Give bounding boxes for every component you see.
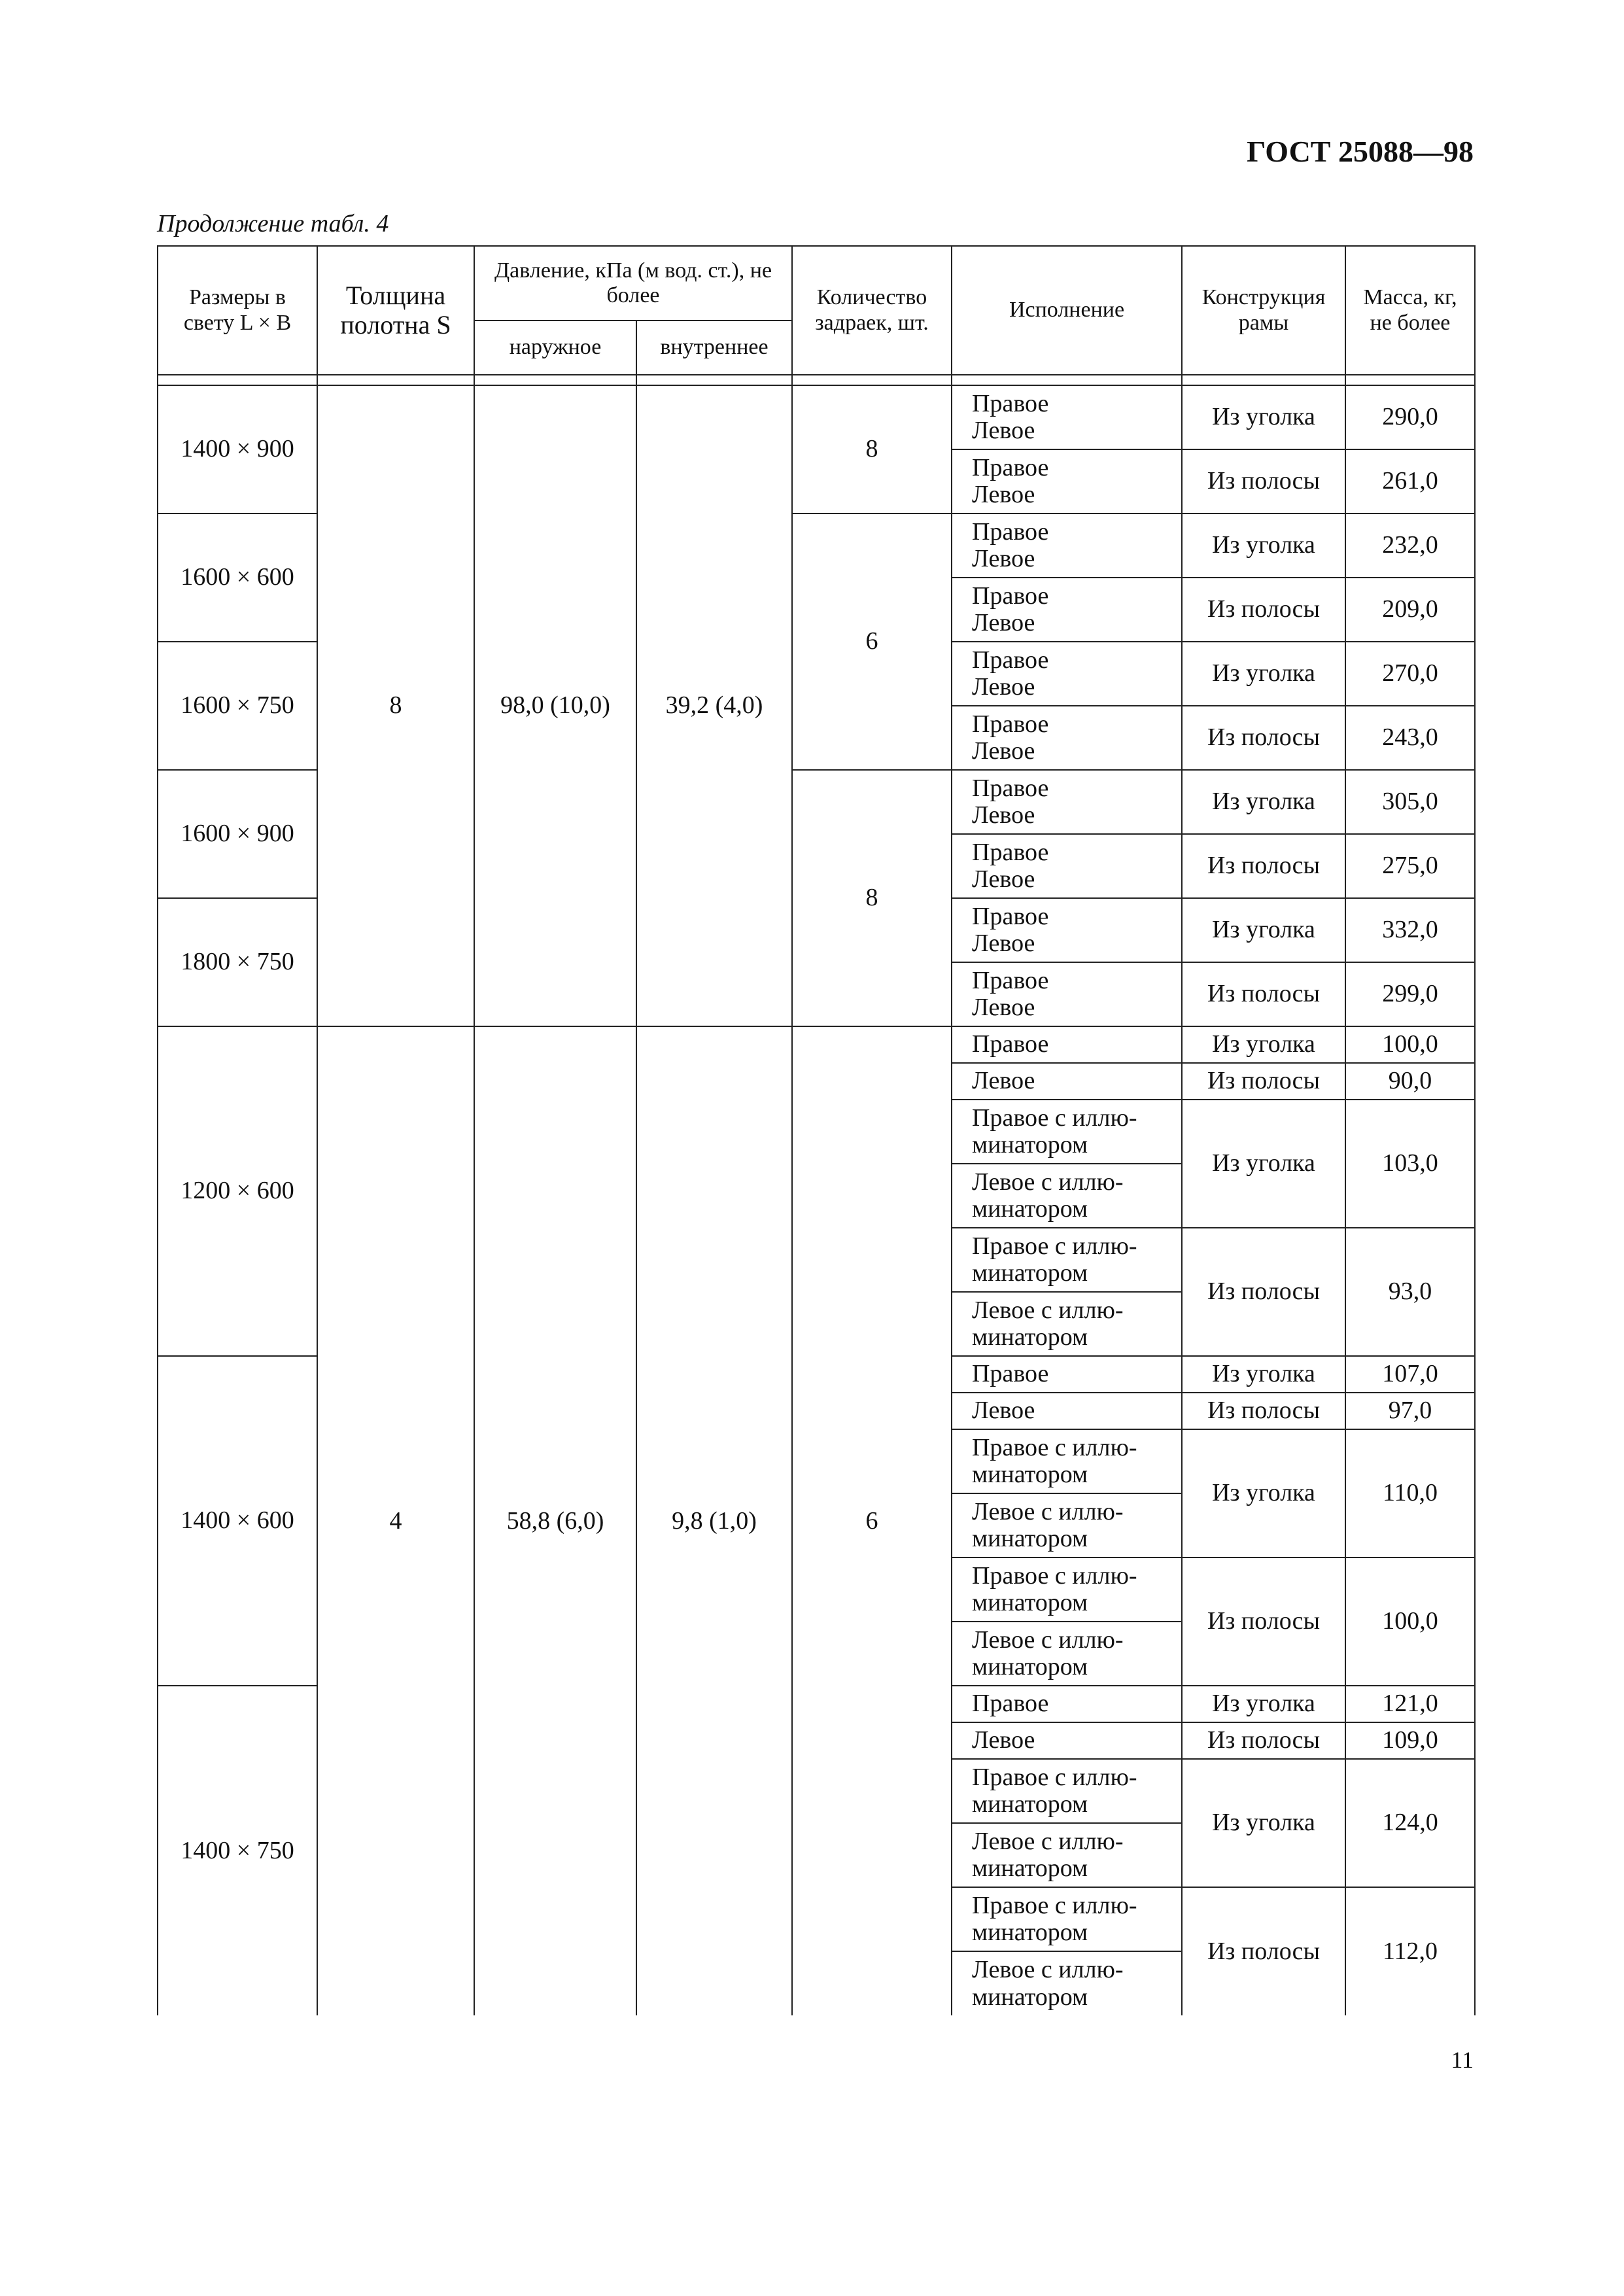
execution-cell: Левое с иллю- минатором [952, 1493, 1182, 1557]
frame-cell: Из полосы [1182, 1722, 1345, 1759]
header-latches: Количество задраек, шт. [792, 246, 952, 375]
mass-cell: 290,0 [1345, 385, 1475, 449]
frame-cell: Из полосы [1182, 1557, 1345, 1686]
latches-cell: 8 [792, 770, 952, 1026]
execution-cell: Левое [952, 1722, 1182, 1759]
frame-cell: Из полосы [1182, 962, 1345, 1026]
size-cell: 1200 × 600 [158, 1026, 317, 1356]
outer-pressure-cell: 98,0 (10,0) [474, 385, 636, 1026]
inner-pressure-cell: 9,8 (1,0) [636, 1026, 792, 2015]
execution-cell: Правое Левое [952, 449, 1182, 513]
header-pressure: Давление, кПа (м вод. ст.), не более [474, 246, 792, 321]
execution-cell: Правое Левое [952, 513, 1182, 578]
frame-cell: Из уголка [1182, 1100, 1345, 1228]
frame-cell: Из уголка [1182, 1759, 1345, 1887]
header-inner: внутреннее [636, 321, 792, 375]
table-row [158, 1026, 1475, 1063]
latches-cell: 6 [792, 513, 952, 770]
frame-cell: Из полосы [1182, 834, 1345, 898]
execution-cell: Правое с иллю- минатором [952, 1100, 1182, 1164]
mass-cell: 209,0 [1345, 578, 1475, 642]
execution-cell: Правое с иллю- минатором [952, 1887, 1182, 1951]
outer-pressure-cell: 58,8 (6,0) [474, 1026, 636, 2015]
mass-cell: 332,0 [1345, 898, 1475, 962]
frame-cell: Из уголка [1182, 1356, 1345, 1393]
latches-cell: 6 [792, 1026, 952, 2015]
doc-code: ГОСТ 25088—98 [1247, 135, 1474, 168]
mass-cell: 97,0 [1345, 1393, 1475, 1429]
inner-pressure-cell: 39,2 (4,0) [636, 385, 792, 1026]
mass-cell: 243,0 [1345, 706, 1475, 770]
execution-cell: Левое с иллю- минатором [952, 1622, 1182, 1686]
execution-cell: Правое Левое [952, 642, 1182, 706]
mass-cell: 275,0 [1345, 834, 1475, 898]
thickness-cell: 8 [317, 385, 474, 1026]
execution-cell: Правое [952, 1356, 1182, 1393]
frame-cell: Из уголка [1182, 1429, 1345, 1557]
execution-cell: Правое Левое [952, 770, 1182, 834]
execution-cell: Правое с иллю- минатором [952, 1228, 1182, 1292]
header-thickness: Толщина полотна S [317, 246, 474, 375]
mass-cell: 232,0 [1345, 513, 1475, 578]
size-cell: 1400 × 900 [158, 385, 317, 513]
size-cell: 1600 × 750 [158, 642, 317, 770]
execution-cell: Правое Левое [952, 898, 1182, 962]
mass-cell: 103,0 [1345, 1100, 1475, 1228]
thickness-cell: 4 [317, 1026, 474, 2015]
execution-cell: Правое Левое [952, 706, 1182, 770]
latches-cell: 8 [792, 385, 952, 513]
mass-cell: 90,0 [1345, 1063, 1475, 1100]
execution-cell: Правое Левое [952, 578, 1182, 642]
frame-cell: Из полосы [1182, 1228, 1345, 1356]
execution-cell: Правое Левое [952, 962, 1182, 1026]
frame-cell: Из уголка [1182, 1026, 1345, 1063]
size-cell: 1800 × 750 [158, 898, 317, 1026]
header-size: Размеры в свету L × B [158, 246, 317, 375]
mass-cell: 100,0 [1345, 1026, 1475, 1063]
execution-cell: Левое [952, 1393, 1182, 1429]
frame-cell: Из полосы [1182, 449, 1345, 513]
mass-cell: 261,0 [1345, 449, 1475, 513]
execution-cell: Левое с иллю- минатором [952, 1164, 1182, 1228]
frame-cell: Из полосы [1182, 1063, 1345, 1100]
frame-cell: Из уголка [1182, 1686, 1345, 1722]
mass-cell: 93,0 [1345, 1228, 1475, 1356]
execution-cell: Правое [952, 1686, 1182, 1722]
frame-cell: Из уголка [1182, 642, 1345, 706]
frame-cell: Из уголка [1182, 513, 1345, 578]
execution-cell: Правое с иллю- минатором [952, 1557, 1182, 1622]
frame-cell: Из уголка [1182, 385, 1345, 449]
mass-cell: 112,0 [1345, 1887, 1475, 2015]
execution-cell: Правое с иллю- минатором [952, 1429, 1182, 1493]
header-frame: Конструкция рамы [1182, 246, 1345, 375]
mass-cell: 124,0 [1345, 1759, 1475, 1887]
table-row [158, 385, 1475, 449]
execution-cell: Левое с иллю- минатором [952, 1292, 1182, 1356]
frame-cell: Из уголка [1182, 898, 1345, 962]
execution-cell: Правое с иллю- минатором [952, 1759, 1182, 1823]
mass-cell: 107,0 [1345, 1356, 1475, 1393]
frame-cell: Из полосы [1182, 1393, 1345, 1429]
header-mass: Масса, кг, не более [1345, 246, 1475, 375]
size-cell: 1600 × 900 [158, 770, 317, 898]
frame-cell: Из полосы [1182, 1887, 1345, 2015]
size-cell: 1600 × 600 [158, 513, 317, 642]
frame-cell: Из полосы [1182, 706, 1345, 770]
mass-cell: 110,0 [1345, 1429, 1475, 1557]
execution-cell: Правое Левое [952, 834, 1182, 898]
mass-cell: 305,0 [1345, 770, 1475, 834]
size-cell: 1400 × 750 [158, 1686, 317, 2015]
header-execution: Исполнение [952, 246, 1182, 375]
header-outer: наружное [474, 321, 636, 375]
size-cell: 1400 × 600 [158, 1356, 317, 1686]
frame-cell: Из полосы [1182, 578, 1345, 642]
mass-cell: 299,0 [1345, 962, 1475, 1026]
mass-cell: 100,0 [1345, 1557, 1475, 1686]
door-spec-table [157, 245, 1476, 2015]
execution-cell: Левое [952, 1063, 1182, 1100]
execution-cell: Правое [952, 1026, 1182, 1063]
execution-cell: Левое с иллю- минатором [952, 1823, 1182, 1887]
mass-cell: 270,0 [1345, 642, 1475, 706]
frame-cell: Из уголка [1182, 770, 1345, 834]
mass-cell: 109,0 [1345, 1722, 1475, 1759]
table-caption: Продолжение табл. 4 [157, 210, 389, 237]
mass-cell: 121,0 [1345, 1686, 1475, 1722]
page-number: 11 [1451, 2047, 1474, 2073]
execution-cell: Правое Левое [952, 385, 1182, 449]
execution-cell: Левое с иллю- минатором [952, 1951, 1182, 2015]
